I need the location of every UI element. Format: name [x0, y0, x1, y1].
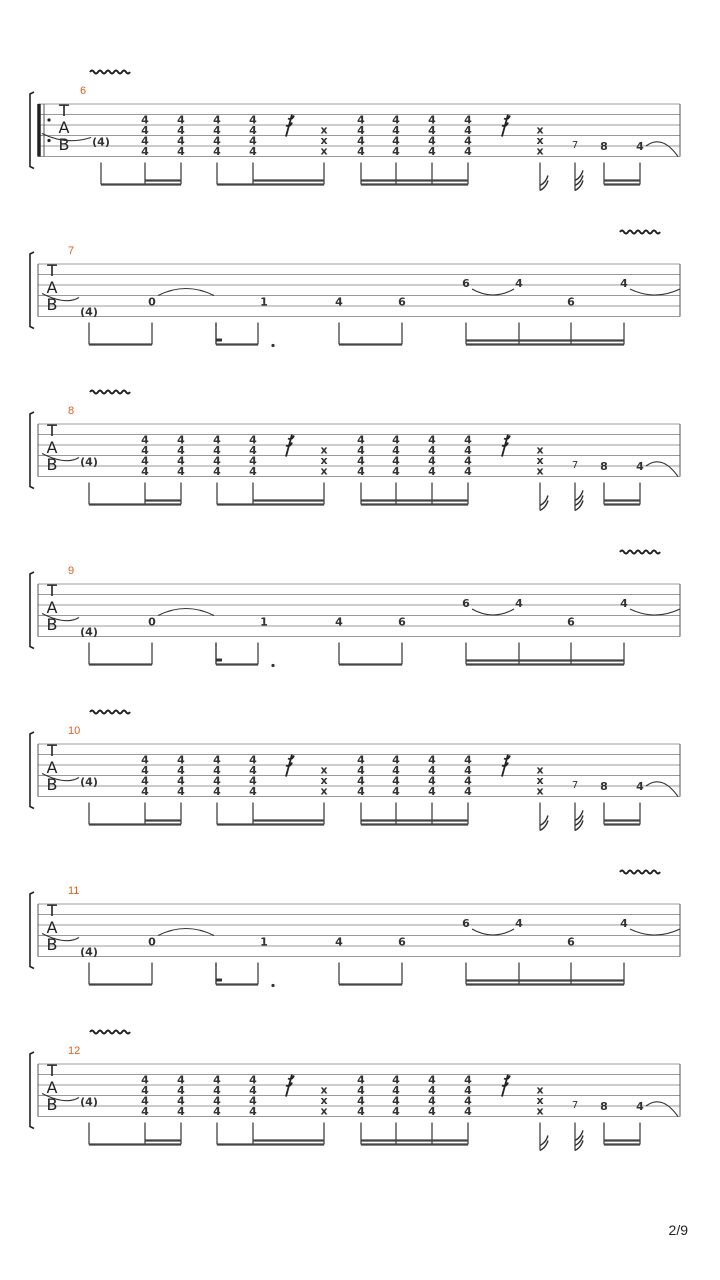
chord-fret: 4: [428, 1094, 436, 1108]
outgoing-tie: [630, 929, 680, 935]
system-bracket: [30, 892, 34, 969]
vibrato-mark: [620, 871, 660, 874]
measure-number: 12: [68, 1045, 81, 1057]
chord-fret: 4: [392, 774, 400, 788]
fret-note: 4: [515, 597, 523, 610]
tie: [158, 289, 214, 296]
chord-fret: 4: [213, 444, 221, 457]
chord-fret: 4: [141, 1073, 149, 1087]
chord-fret: 4: [141, 1084, 149, 1097]
chord-fret: 4: [141, 433, 149, 447]
chord-fret: 4: [249, 785, 257, 798]
system-bracket: [30, 732, 34, 809]
chord-fret: 4: [464, 753, 472, 767]
system-12: [30, 1031, 680, 1151]
system-bracket: [30, 252, 34, 329]
chord-fret: 4: [141, 465, 149, 478]
fret-note: 6: [398, 615, 406, 629]
slide-note: 8: [600, 140, 608, 153]
chord-fret: 4: [464, 774, 472, 788]
outgoing-tie: [646, 462, 678, 477]
chord-fret: 4: [249, 753, 257, 767]
last-note: 4: [636, 460, 644, 473]
chord-fret: 4: [357, 753, 365, 767]
system-bracket: [30, 1052, 34, 1129]
chord-fret: 4: [392, 1084, 400, 1097]
chord-fret: 4: [428, 444, 436, 457]
fret-note: 6: [462, 917, 470, 930]
tied-eighth-rest: [216, 979, 222, 982]
chord-fret: 4: [213, 1105, 221, 1118]
fret-note: 6: [567, 615, 575, 629]
system-10: [30, 711, 680, 831]
held-note: (4): [80, 775, 98, 789]
muted-note: x: [320, 1094, 328, 1107]
chord-fret: 4: [141, 145, 149, 158]
chord-fret: 4: [249, 774, 257, 788]
chord-fret: 4: [141, 1094, 149, 1108]
system-bracket: [30, 412, 34, 489]
chord-fret: 4: [428, 124, 436, 137]
outgoing-tie: [646, 782, 678, 797]
tab-clef-letter: A: [46, 918, 58, 937]
chord-fret: 4: [249, 1105, 257, 1118]
last-note: 4: [636, 140, 644, 153]
tab-clef-letter: T: [59, 101, 69, 120]
chord-fret: 4: [428, 753, 436, 767]
chord-fret: 4: [357, 785, 365, 798]
chord-fret: 4: [428, 785, 436, 798]
outgoing-tie: [630, 289, 680, 295]
outgoing-tie: [646, 1102, 678, 1117]
chord-fret: 4: [392, 465, 400, 478]
chord-fret: 4: [392, 1094, 400, 1108]
fret-note: 4: [620, 277, 628, 290]
tie: [472, 609, 514, 615]
tie: [472, 289, 514, 295]
chord-fret: 4: [464, 1084, 472, 1097]
chord-fret: 4: [428, 465, 436, 478]
chord-fret: 4: [357, 124, 365, 137]
chord-fret: 4: [249, 1084, 257, 1097]
chord-fret: 4: [249, 145, 257, 158]
chord-fret: 4: [249, 124, 257, 137]
chord-fret: 4: [177, 753, 185, 767]
muted-note: x: [320, 134, 328, 147]
chord-fret: 4: [141, 764, 149, 777]
chord-fret: 4: [392, 1105, 400, 1118]
dot: [271, 344, 274, 347]
muted-note: x: [536, 774, 544, 787]
tab-clef-letter: B: [46, 615, 58, 634]
chord-fret: 4: [213, 1084, 221, 1097]
chord-fret: 4: [392, 785, 400, 798]
dot: [271, 664, 274, 667]
chord-fret: 4: [357, 113, 365, 127]
chord-fret: 4: [392, 753, 400, 767]
chord-fret: 4: [213, 753, 221, 767]
system-bracket: [30, 92, 34, 169]
system-bracket: [30, 572, 34, 649]
chord-fret: 4: [392, 764, 400, 777]
chord-fret: 4: [392, 1073, 400, 1087]
chord-fret: 4: [249, 134, 257, 148]
chord-fret: 4: [177, 145, 185, 158]
muted-note: x: [536, 464, 544, 478]
slide-note: 8: [600, 1100, 608, 1113]
fret-note: 4: [515, 917, 523, 930]
tab-clef-letter: T: [47, 581, 57, 600]
tab-clef-letter: A: [46, 758, 58, 777]
chord-fret: 4: [249, 113, 257, 127]
chord-fret: 4: [464, 1105, 472, 1118]
chord-fret: 4: [177, 113, 185, 127]
held-note: (4): [80, 625, 98, 639]
chord-fret: 4: [464, 124, 472, 137]
fret-note: 4: [515, 277, 523, 290]
chord-fret: 4: [213, 1073, 221, 1087]
system-7: [30, 231, 680, 348]
last-note: 4: [636, 780, 644, 793]
chord-fret: 4: [464, 444, 472, 457]
chord-fret: 4: [213, 145, 221, 158]
tied-eighth-rest: [216, 659, 222, 662]
tied-eighth-rest: [216, 339, 222, 342]
chord-fret: 4: [177, 774, 185, 788]
muted-note: x: [536, 1083, 544, 1097]
chord-fret: 4: [249, 444, 257, 457]
chord-fret: 4: [141, 1105, 149, 1118]
tie: [158, 929, 214, 936]
chord-fret: 4: [177, 1105, 185, 1118]
chord-fret: 4: [177, 134, 185, 148]
chord-fret: 4: [464, 433, 472, 447]
chord-fret: 4: [357, 764, 365, 777]
held-note: (4): [80, 305, 98, 319]
chord-fret: 4: [464, 134, 472, 148]
tab-clef-letter: T: [47, 421, 57, 440]
chord-fret: 4: [213, 433, 221, 447]
chord-fret: 4: [357, 1105, 365, 1118]
held-note: (4): [92, 135, 110, 149]
chord-fret: 4: [213, 454, 221, 468]
measure-number: 11: [68, 885, 80, 897]
tab-clef-letter: B: [46, 935, 58, 954]
held-note: (4): [80, 1095, 98, 1109]
vibrato-mark: [90, 71, 130, 74]
chord-fret: 4: [213, 113, 221, 127]
chord-fret: 4: [177, 1094, 185, 1108]
tab-clef-letter: A: [58, 118, 70, 137]
chord-fret: 4: [357, 433, 365, 447]
measure-number: 9: [68, 565, 75, 577]
chord-fret: 4: [213, 785, 221, 798]
muted-note: x: [320, 123, 328, 137]
muted-note: x: [536, 134, 544, 147]
tab-clef-letter: A: [46, 438, 58, 457]
last-note: 4: [636, 1100, 644, 1113]
chord-fret: 4: [392, 433, 400, 447]
chord-fret: 4: [249, 764, 257, 777]
outgoing-tie: [646, 142, 678, 157]
chord-fret: 4: [392, 113, 400, 127]
chord-fret: 4: [464, 145, 472, 158]
tab-clef-letter: T: [47, 901, 57, 920]
measure-number: 6: [80, 85, 87, 97]
chord-fret: 4: [428, 1084, 436, 1097]
outgoing-tie: [630, 609, 680, 615]
held-note: (4): [80, 945, 98, 959]
chord-fret: 4: [249, 465, 257, 478]
chord-fret: 4: [177, 465, 185, 478]
muted-note: x: [320, 784, 328, 798]
fret-note: 1: [260, 295, 268, 309]
measure-number: 7: [68, 245, 75, 257]
chord-fret: 4: [357, 134, 365, 148]
muted-note: x: [536, 763, 544, 777]
slide-note: 8: [600, 460, 608, 473]
chord-fret: 4: [357, 444, 365, 457]
muted-note: x: [536, 784, 544, 798]
chord-fret: 4: [392, 124, 400, 137]
vibrato-mark: [620, 551, 660, 554]
page-number: 2/9: [668, 1222, 688, 1238]
repeat-dot: [47, 139, 50, 142]
chord-fret: 4: [213, 764, 221, 777]
chord-fret: 4: [357, 1084, 365, 1097]
vibrato-mark: [90, 711, 130, 714]
muted-note: x: [320, 1083, 328, 1097]
chord-fret: 4: [177, 785, 185, 798]
chord-fret: 4: [177, 764, 185, 777]
tab-clef-letter: B: [58, 135, 70, 154]
chord-fret: 4: [249, 454, 257, 468]
chord-fret: 4: [249, 1073, 257, 1087]
tab-clef-letter: T: [47, 261, 57, 280]
muted-note: x: [536, 443, 544, 457]
system-8: [30, 391, 680, 511]
chord-fret: 4: [428, 1105, 436, 1118]
chord-fret: 4: [428, 113, 436, 127]
fret-note: 0: [148, 295, 156, 309]
chord-fret: 4: [428, 145, 436, 158]
muted-note: x: [320, 144, 328, 158]
fret-note: 6: [398, 935, 406, 949]
grace-note: 7: [571, 780, 579, 791]
muted-note: x: [536, 454, 544, 467]
chord-fret: 4: [141, 774, 149, 788]
chord-fret: 4: [177, 124, 185, 137]
chord-fret: 4: [177, 444, 185, 457]
chord-fret: 4: [464, 465, 472, 478]
chord-fret: 4: [464, 454, 472, 468]
chord-fret: 4: [141, 785, 149, 798]
fret-note: 6: [462, 597, 470, 610]
tab-clef-letter: B: [46, 455, 58, 474]
muted-note: x: [536, 1094, 544, 1107]
fret-note: 4: [335, 295, 343, 309]
muted-note: x: [536, 144, 544, 158]
fret-note: 6: [398, 295, 406, 309]
system-6: [30, 71, 680, 191]
measure-number: 8: [68, 405, 75, 417]
chord-fret: 4: [464, 113, 472, 127]
chord-fret: 4: [213, 124, 221, 137]
chord-fret: 4: [392, 454, 400, 468]
fret-note: 6: [462, 277, 470, 290]
muted-note: x: [320, 1104, 328, 1118]
chord-fret: 4: [213, 134, 221, 148]
chord-fret: 4: [213, 1094, 221, 1108]
chord-fret: 4: [141, 753, 149, 767]
tab-clef-letter: B: [46, 295, 58, 314]
fret-note: 1: [260, 615, 268, 629]
fret-note: 4: [335, 935, 343, 949]
tab-clef-letter: T: [47, 741, 57, 760]
chord-fret: 4: [464, 1073, 472, 1087]
tab-clef-letter: A: [46, 278, 58, 297]
chord-fret: 4: [213, 465, 221, 478]
chord-fret: 4: [141, 454, 149, 468]
held-note: (4): [80, 455, 98, 469]
chord-fret: 4: [357, 1094, 365, 1108]
tie: [472, 929, 514, 935]
chord-fret: 4: [428, 433, 436, 447]
chord-fret: 4: [177, 1073, 185, 1087]
chord-fret: 4: [464, 785, 472, 798]
chord-fret: 4: [392, 145, 400, 158]
muted-note: x: [320, 454, 328, 467]
chord-fret: 4: [177, 433, 185, 447]
chord-fret: 4: [464, 764, 472, 777]
chord-fret: 4: [141, 124, 149, 137]
chord-fret: 4: [213, 774, 221, 788]
fret-note: 6: [567, 295, 575, 309]
chord-fret: 4: [357, 1073, 365, 1087]
chord-fret: 4: [357, 774, 365, 788]
chord-fret: 4: [428, 764, 436, 777]
fret-note: 0: [148, 615, 156, 629]
chord-fret: 4: [141, 444, 149, 457]
chord-fret: 4: [141, 113, 149, 127]
tab-clef-letter: B: [46, 775, 58, 794]
system-11: [30, 871, 680, 988]
muted-note: x: [320, 763, 328, 777]
chord-fret: 4: [428, 134, 436, 148]
tab-clef-letter: B: [46, 1095, 58, 1114]
chord-fret: 4: [428, 1073, 436, 1087]
chord-fret: 4: [249, 433, 257, 447]
muted-note: x: [536, 1104, 544, 1118]
muted-note: x: [320, 774, 328, 787]
chord-fret: 4: [141, 134, 149, 148]
vibrato-mark: [620, 231, 660, 234]
slide-note: 8: [600, 780, 608, 793]
fret-note: 6: [567, 935, 575, 949]
tab-clef-letter: T: [47, 1061, 57, 1080]
muted-note: x: [320, 464, 328, 478]
fret-note: 0: [148, 935, 156, 949]
fret-note: 4: [335, 615, 343, 629]
vibrato-mark: [90, 391, 130, 394]
chord-fret: 4: [357, 454, 365, 468]
chord-fret: 4: [428, 774, 436, 788]
chord-fret: 4: [392, 444, 400, 457]
measure-number: 10: [68, 725, 81, 737]
grace-note: 7: [571, 460, 579, 471]
chord-fret: 4: [249, 1094, 257, 1108]
muted-note: x: [536, 123, 544, 137]
fret-note: 4: [620, 597, 628, 610]
fret-note: 4: [620, 917, 628, 930]
grace-note: 7: [571, 140, 579, 151]
dot: [271, 984, 274, 987]
vibrato-mark: [90, 1031, 130, 1034]
repeat-dot: [47, 118, 50, 121]
chord-fret: 4: [357, 465, 365, 478]
chord-fret: 4: [357, 145, 365, 158]
chord-fret: 4: [392, 134, 400, 148]
system-9: [30, 551, 680, 668]
fret-note: 1: [260, 935, 268, 949]
tab-clef-letter: A: [46, 598, 58, 617]
tab-clef-letter: A: [46, 1078, 58, 1097]
grace-note: 7: [571, 1100, 579, 1111]
chord-fret: 4: [177, 1084, 185, 1097]
tie: [158, 609, 214, 616]
chord-fret: 4: [177, 454, 185, 468]
chord-fret: 4: [428, 454, 436, 468]
muted-note: x: [320, 443, 328, 457]
chord-fret: 4: [464, 1094, 472, 1108]
